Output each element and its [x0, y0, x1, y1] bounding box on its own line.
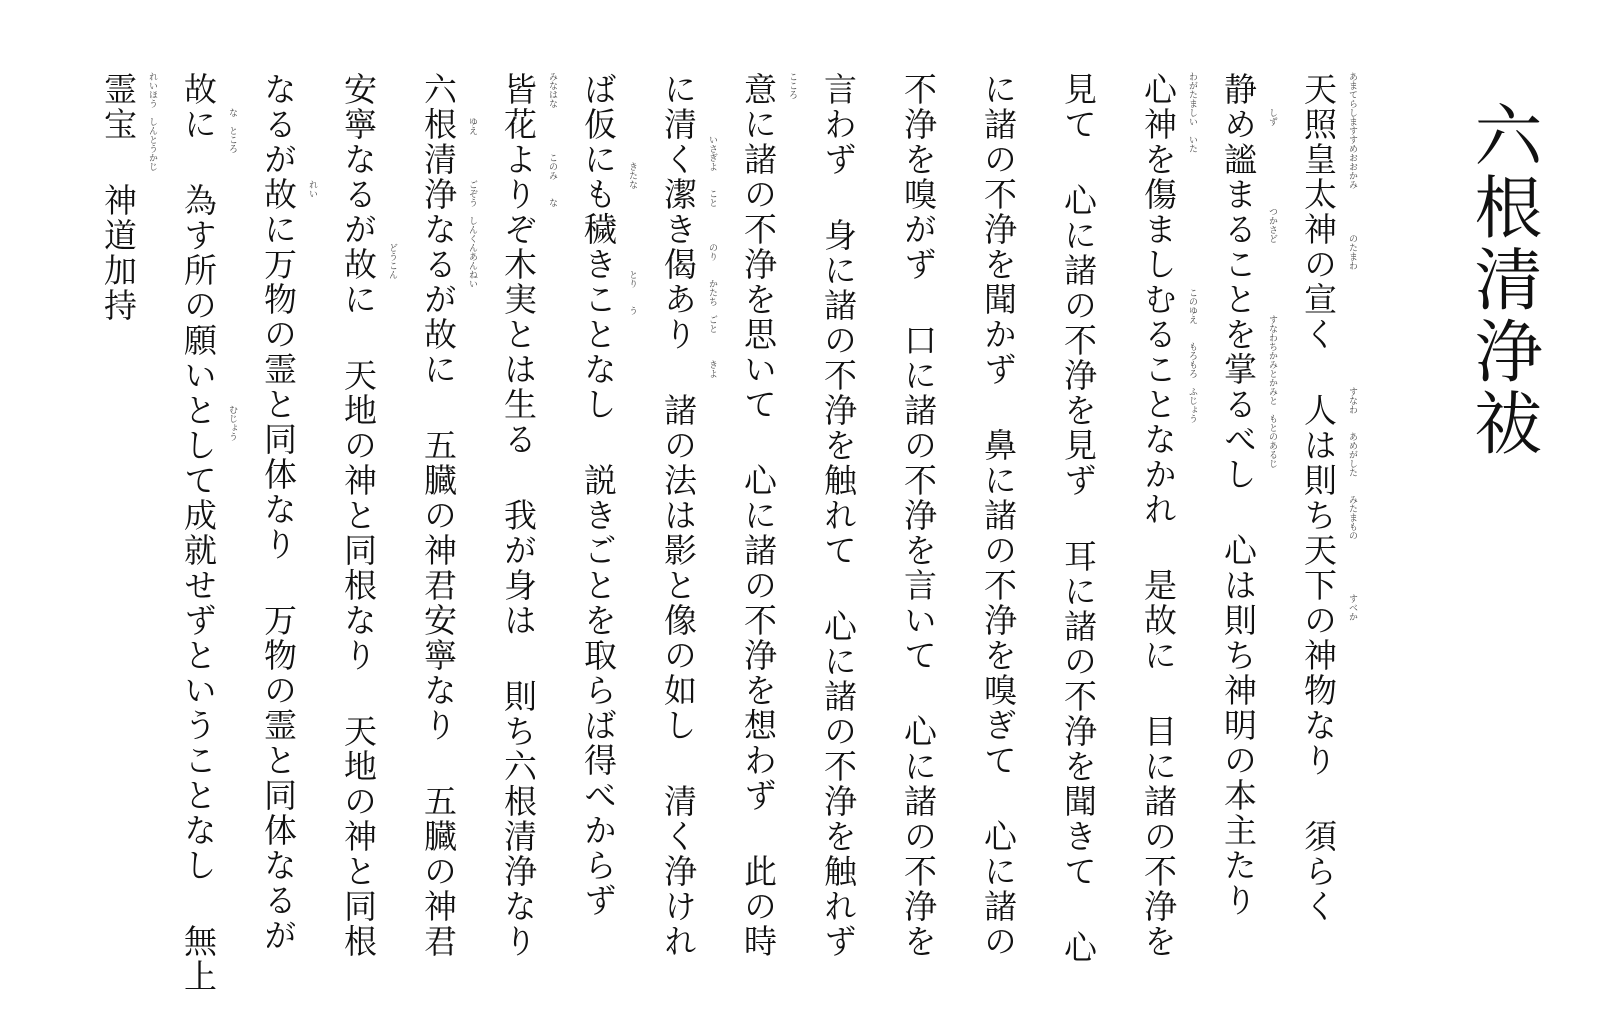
furigana-column-11: みなはな このみ な: [547, 72, 557, 207]
furigana-column-16: れいほう しんとうかじ: [147, 72, 157, 171]
text-column-11: 皆花よりぞ木実とは生る 我が身は 則ち六根清浄なり: [499, 72, 538, 959]
furigana-column-14: れい: [307, 72, 317, 198]
text-column-1: 天照皇太神の宣く 人は則ち天下の神物なり 須らく: [1299, 72, 1338, 924]
text-column-7: 言わず 身に諸の不浄を触れて 心に諸の不浄を触れず: [819, 72, 858, 959]
text-column-14: なるが故に万物の霊と同体なり 万物の霊と同体なるが: [259, 72, 298, 953]
furigana-column-13: どうこん: [387, 72, 397, 279]
furigana-column-2: しず つかさど すなわちかみとかみと もとのあるじ: [1267, 72, 1277, 468]
page-title: 六根清浄祓: [1463, 100, 1542, 460]
text-column-10: ば仮にも穢きことなし 説きごとを取らば得べからず: [579, 72, 618, 918]
text-column-2: 静め謐まることを掌るべし 心は則ち神明の本主たり: [1219, 72, 1258, 918]
text-column-4: 見て 心に諸の不浄を見ず 耳に諸の不浄を聞きて 心: [1059, 72, 1098, 965]
furigana-column-12: ゆえ ごぞう しんくんあんねい: [467, 72, 477, 288]
furigana-column-9: いさぎよ こと のり かたち ごと きよ: [707, 72, 717, 378]
text-column-8: 意に諸の不浄を思いて 心に諸の不浄を想わず 此の時: [739, 72, 778, 959]
text-column-16: 霊宝 神道加持: [99, 72, 138, 323]
text-column-13: 安寧なるが故に 天地の神と同根なり 天地の神と同根: [339, 72, 378, 959]
text-column-5: に諸の不浄を聞かず 鼻に諸の不浄を嗅ぎて 心に諸の: [979, 72, 1018, 959]
text-column-3: 心神を傷ましむることなかれ 是故に 目に諸の不浄を: [1139, 72, 1178, 959]
text-column-15: 故に 為す所の願いとして成就せずということなし 無上: [179, 72, 218, 994]
furigana-column-10: きたな とり う: [627, 72, 637, 315]
furigana-column-3: わがたましい いた このゆえ もろもろ ふじょう: [1187, 72, 1197, 423]
text-column-12: 六根清浄なるが故に 五臓の神君安寧なり 五臓の神君: [419, 72, 458, 959]
furigana-column-1: あまてらしますすめおおかみ のたまわ すなわ あめがした みたまもの すべか: [1347, 72, 1357, 621]
text-column-6: 不浄を嗅がず 口に諸の不浄を言いて 心に諸の不浄を: [899, 72, 938, 959]
furigana-column-8: こころ: [787, 72, 797, 99]
text-column-9: に清く潔き偈あり 諸の法は影と像の如し 清く浄けれ: [659, 72, 698, 959]
furigana-column-15: な ところ むじょう: [227, 72, 237, 441]
